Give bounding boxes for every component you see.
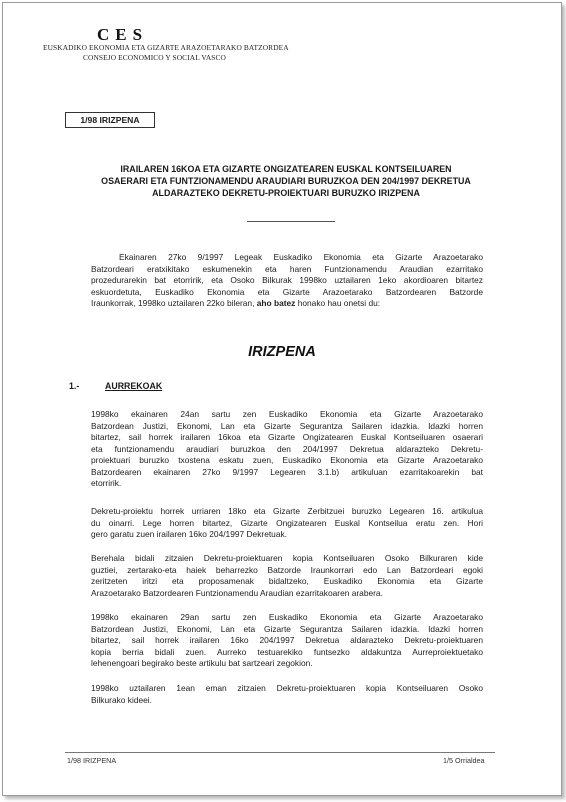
title-line: IRAILAREN 16KOA ETA GIZARTE ONGIZATEAREN EUSKAL KONTSEILUAREN: [120, 164, 452, 174]
text-line: lehenengoari begirako beste artikulu bat sartzeari zegokion.: [91, 658, 313, 668]
intro-last-text-end: honako hau onetsi du:: [295, 298, 381, 308]
org-name-basque: EUSKADIKO EKONOMIA ETA GIZARTE ARAZOETARAKO BATZORDEA: [43, 43, 289, 52]
text-line: 1998ko ekainaren 29an sartu zen Euskadiko Ekonomia eta Gizarte Arazoetarako: [91, 612, 483, 622]
paragraph-4: [91, 612, 483, 670]
text-line: prozedurarekin bat etorririk, eta Osoko Bilkurak 1998ko uztailaren 1eko akordioaren bitartez: [91, 275, 483, 285]
text-line: Ekainaren 27ko 9/1997 Legeak Euskadiko Ekonomia eta Gizarte Arazoetarako: [119, 252, 483, 262]
text-line: du oinarri. Lege horren bitartez, Gizarte Ongizatearen Euskal Kontseilua eratu zen. Hori: [91, 517, 483, 528]
paragraph-1: [91, 409, 483, 490]
text-line: proiektuari buruzko txostena eskatu zuen, Euskadiko Ekonomia eta Gizarte Arazoetarako: [91, 455, 483, 465]
text-line: Berehala bidali zitzaien Dekretu-proiektuaren kopia Kontseiluaren Osoko Bilkuraren kide: [91, 553, 483, 563]
text-line: bitartez, sail horrek irailaren 16ko 204/1997 Dekretua aldarazteko Dekretu-proiektuaren: [91, 635, 483, 645]
paragraph-2: [91, 506, 483, 541]
text-line: gero garatu zuen irailaren 16ko 204/1997 Dekretuak.: [91, 529, 288, 539]
footer-document-label: 1/98 IRIZPENA: [67, 756, 117, 765]
footer-page-number: 1/5 Orrialdea: [443, 756, 485, 765]
text-line: etorririk.: [91, 478, 122, 488]
org-name-spanish: CONSEJO ECONOMICO Y SOCIAL VASCO: [83, 53, 226, 62]
paragraph-5: [91, 683, 483, 706]
intro-bold-text: aho batez: [256, 298, 296, 308]
document-page: [2, 2, 562, 796]
text-line: Batzordearen ekainaren 27ko 9/1997 Legearen 3.1.b) artikuluan ezarritakoarekin bat: [91, 466, 483, 477]
title-line: ALDARAZTEKO DEKRETU-PROIEKTUARI BURUZKO IRIZPENA: [152, 188, 420, 198]
document-title: [55, 163, 517, 199]
text-line: Batzordeari eratxikitako eskumenekin eta haren Funtzionamendu Araudian ezarritako: [91, 263, 483, 274]
paragraph-3: [91, 553, 483, 599]
title-divider: [247, 221, 335, 222]
text-line: Batzordean Justizi, Ekonomi, Lan eta Gizarte Segurantza Sailaren idazkia. Idazki horren: [91, 623, 483, 634]
text-line: zeritzeten iritzi eta proposamenak bidaltzeko, Euskadiko Ekonomia eta Gizarte: [91, 576, 483, 586]
intro-paragraph: [91, 252, 483, 310]
text-line: Batzordean Justizi, Ekonomi, Lan eta Gizarte Segurantza Sailaren idazkia. Idazki horren: [91, 420, 483, 431]
footer-divider: [65, 752, 495, 753]
text-line: bitartez, sail horrek irailaren 16koa eta Gizarte Ongizatearen Euskal Kontseiluaren osaerari: [91, 432, 483, 442]
text-line: [91, 298, 483, 310]
section-title: AURREKOAK: [105, 381, 163, 391]
section-heading-irizpena: IRIZPENA: [248, 344, 316, 360]
text-line: kopia berria bidali zuen. Aurreko testuarekiko funtsezko aldakuntza Aurreproiektuetako: [91, 646, 483, 657]
text-line: eta funtzionamendu araudiari buruzkoa den 204/1997 Dekretua aldarazteko Dekretu-: [91, 443, 483, 454]
text-line: eskuordetuta, Euskadiko Ekonomia eta Gizarte Arazoetarako Batzordearen Batzorde: [91, 286, 483, 297]
text-line: 1998ko uztailaren 1ean eman zitzaien Dekretu-proiektuaren kopia Kontseiluaren Osoko: [91, 683, 483, 693]
intro-last-text: Iraunkorrak, 1998ko uztailaren 22ko bileran,: [91, 298, 257, 308]
ces-logo: CES: [97, 25, 149, 44]
section-number: 1.-: [69, 381, 80, 391]
document-label-box: 1/98 IRIZPENA: [65, 112, 155, 128]
text-line: 1998ko ekainaren 24an sartu zen Euskadiko Ekonomia eta Gizarte Arazoetarako: [91, 409, 483, 419]
text-line: Dekretu-proiektu horrek urriaren 18ko eta Gizarte Zerbitzuei buruzko Legearen 16. artikulua: [91, 506, 483, 516]
title-line: OSAERARI ETA FUNTZIONAMENDU ARAUDIARI BURUZKOA DEN 204/1997 DEKRETUA: [101, 176, 471, 186]
text-line: Arazoetarako Batzordearen Funtzionamendu Araudian ezarritakoaren arabera.: [91, 587, 383, 598]
text-line: Bilkurako kideei.: [91, 694, 152, 705]
text-line: guztiei, zertarako-eta haiek beharrezko Batzorde Iraunkorrari edo Lan Batzordeari egoki: [91, 564, 483, 575]
